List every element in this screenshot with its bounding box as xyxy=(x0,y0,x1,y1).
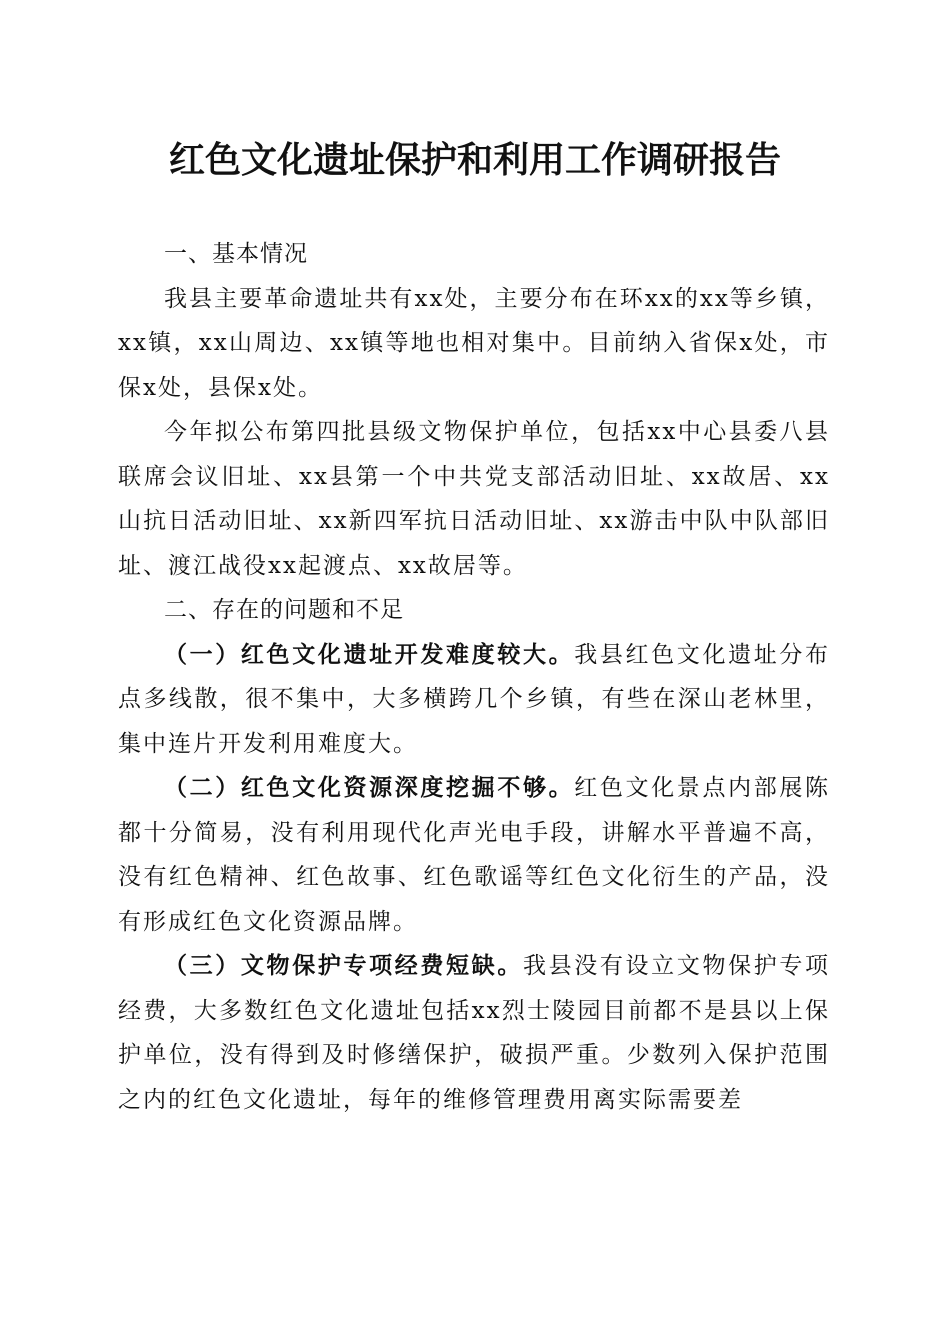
problem-item-text: 我县红色文化遗址分布点多线散，很不集中，大多横跨几个乡镇，有些在深山老林里，集中连片开发利用难度大。 xyxy=(118,641,831,757)
problem-item-lead: （二）红色文化资源深度挖掘不够。 xyxy=(164,774,575,801)
document-title: 红色文化遗址保护和利用工作调研报告 xyxy=(168,139,781,181)
problem-item-lead: （一）红色文化遗址开发难度较大。 xyxy=(164,640,575,668)
paragraph-fourth-batch: 今年拟公布第四批县级文物保护单位，包括xx中心县委八县联席会议旧址、xx县第一个中共党支部活动旧址、xx故居、xx山抗日活动旧址、xx新四军抗日活动旧址、xx游击中队中队部旧址、渡江战役xx起渡点、xx故居等。 xyxy=(118,419,830,579)
problem-item xyxy=(118,633,830,767)
document-body xyxy=(118,232,830,1122)
problem-item xyxy=(118,766,830,944)
problem-item xyxy=(118,944,830,1122)
section-heading-basic-situation: 一、基本情况 xyxy=(164,241,308,267)
problem-item-text: 红色文化景点内部展陈都十分简易，没有利用现代化声光电手段，讲解水平普遍不高，没有红色精神、红色故事、红色歌谣等红色文化衍生的产品，没有形成红色文化资源品牌。 xyxy=(118,775,831,935)
problem-item-lead: （三）文物保护专项经费短缺。 xyxy=(164,952,523,979)
problem-item-text: 我县没有设立文物保护专项经费，大多数红色文化遗址包括xx烈士陵园目前都不是县以上保护单位，没有得到及时修缮保护，破损严重。少数列入保护范围之内的红色文化遗址，每年的维修管理费用离实际需要差 xyxy=(118,953,831,1113)
paragraph-revolutionary-sites: 我县主要革命遗址共有xx处，主要分布在环xx的xx等乡镇，xx镇，xx山周边、xx镇等地也相对集中。目前纳入省保x处，市保x处，县保x处。 xyxy=(118,285,830,401)
section-heading-problems: 二、存在的问题和不足 xyxy=(164,597,404,623)
